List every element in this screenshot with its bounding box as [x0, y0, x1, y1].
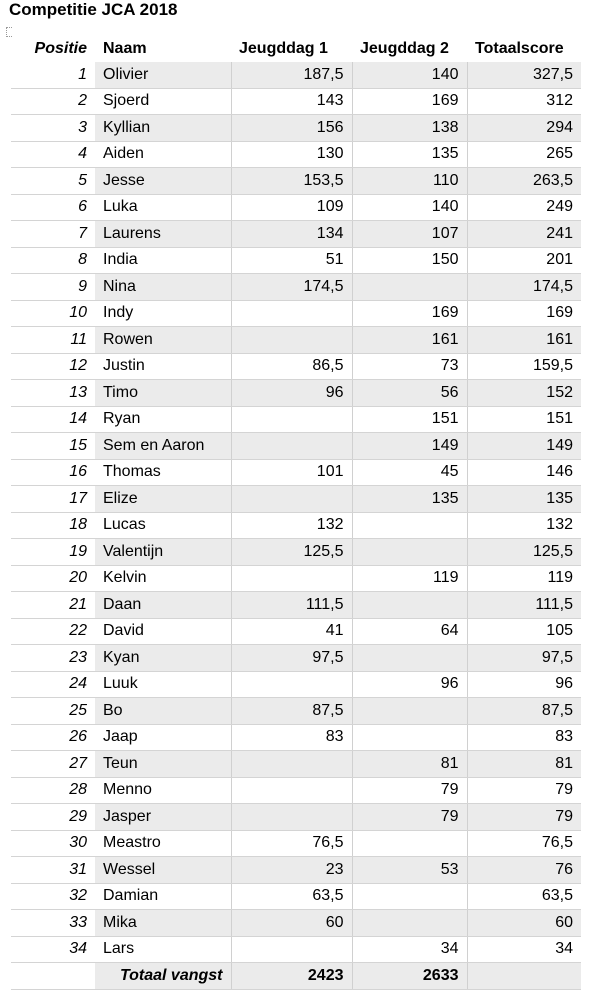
cell-jeugddag-2 — [352, 883, 467, 910]
cell-jeugddag-1: 156 — [231, 115, 352, 142]
cell-totaalscore: 76 — [467, 857, 581, 884]
cell-jeugddag-2: 161 — [352, 327, 467, 354]
cell-jeugddag-2 — [352, 910, 467, 937]
cell-jeugddag-2: 169 — [352, 300, 467, 327]
cell-jeugddag-1: 187,5 — [231, 62, 352, 89]
cell-name: Menno — [95, 777, 231, 804]
cell-position: 23 — [11, 645, 95, 672]
cell-position: 24 — [11, 671, 95, 698]
cell-jeugddag-2: 119 — [352, 565, 467, 592]
table-row — [11, 936, 581, 963]
cell-jeugddag-1 — [231, 804, 352, 831]
cell-position: 26 — [11, 724, 95, 751]
cell-jeugddag-2: 96 — [352, 671, 467, 698]
cell-name: India — [95, 247, 231, 274]
cell-name: Jasper — [95, 804, 231, 831]
cell-name: Laurens — [95, 221, 231, 248]
header-totaalscore: Totaalscore — [475, 40, 564, 57]
cell-totaalscore: 60 — [467, 910, 581, 937]
header-naam: Naam — [103, 40, 147, 57]
cell-jeugddag-2: 45 — [352, 459, 467, 486]
cell-position: 15 — [11, 433, 95, 460]
cell-totaalscore: 201 — [467, 247, 581, 274]
table-row — [11, 62, 581, 89]
table-body — [11, 62, 581, 963]
cell-name: Indy — [95, 300, 231, 327]
cell-totaalscore: 152 — [467, 380, 581, 407]
table-row — [11, 645, 581, 672]
cell-jeugddag-2: 151 — [352, 406, 467, 433]
cell-position: 17 — [11, 486, 95, 513]
cell-name: Daan — [95, 592, 231, 619]
cell-position: 29 — [11, 804, 95, 831]
cell-jeugddag-2 — [352, 512, 467, 539]
cell-totaalscore: 263,5 — [467, 168, 581, 195]
table-row — [11, 671, 581, 698]
cell-name: Mika — [95, 910, 231, 937]
cell-totaalscore: 132 — [467, 512, 581, 539]
cell-jeugddag-1 — [231, 751, 352, 778]
table-row — [11, 830, 581, 857]
cell-name: Rowen — [95, 327, 231, 354]
cell-name: Valentijn — [95, 539, 231, 566]
cell-jeugddag-1: 132 — [231, 512, 352, 539]
cell-name: Meastro — [95, 830, 231, 857]
table-row — [11, 274, 581, 301]
cell-name: Teun — [95, 751, 231, 778]
table-row — [11, 539, 581, 566]
header-jeugddag-1: Jeugddag 1 — [239, 40, 328, 57]
cell-jeugddag-2 — [352, 274, 467, 301]
cell-position: 4 — [11, 141, 95, 168]
cell-jeugddag-1: 23 — [231, 857, 352, 884]
cell-totaalscore: 312 — [467, 88, 581, 115]
cell-name: Thomas — [95, 459, 231, 486]
cell-jeugddag-1: 83 — [231, 724, 352, 751]
cell-position: 25 — [11, 698, 95, 725]
cell-name: David — [95, 618, 231, 645]
cell-totaalscore: 241 — [467, 221, 581, 248]
cell-position: 13 — [11, 380, 95, 407]
cell-totaalscore: 81 — [467, 751, 581, 778]
cell-position: 32 — [11, 883, 95, 910]
cell-totaalscore: 97,5 — [467, 645, 581, 672]
table-row — [11, 194, 581, 221]
totals-row — [11, 963, 581, 990]
cell-jeugddag-1: 130 — [231, 141, 352, 168]
cell-position: 34 — [11, 936, 95, 963]
cell-jeugddag-2 — [352, 645, 467, 672]
cell-jeugddag-1 — [231, 671, 352, 698]
table-row — [11, 804, 581, 831]
cell-jeugddag-1: 60 — [231, 910, 352, 937]
cell-jeugddag-1: 109 — [231, 194, 352, 221]
cell-jeugddag-2: 81 — [352, 751, 467, 778]
cell-totaalscore: 135 — [467, 486, 581, 513]
cell-jeugddag-2: 110 — [352, 168, 467, 195]
table-anchor-marker — [6, 27, 12, 37]
cell-position: 28 — [11, 777, 95, 804]
table-row — [11, 910, 581, 937]
cell-jeugddag-1: 87,5 — [231, 698, 352, 725]
table-row — [11, 380, 581, 407]
cell-name: Sjoerd — [95, 88, 231, 115]
cell-name: Damian — [95, 883, 231, 910]
table-row — [11, 724, 581, 751]
table-row — [11, 698, 581, 725]
cell-jeugddag-2: 79 — [352, 804, 467, 831]
cell-name: Luuk — [95, 671, 231, 698]
cell-name: Luka — [95, 194, 231, 221]
cell-jeugddag-1: 76,5 — [231, 830, 352, 857]
cell-position: 33 — [11, 910, 95, 937]
cell-name: Olivier — [95, 62, 231, 89]
cell-name: Kyan — [95, 645, 231, 672]
cell-jeugddag-1: 63,5 — [231, 883, 352, 910]
cell-totaalscore: 83 — [467, 724, 581, 751]
cell-position: 19 — [11, 539, 95, 566]
cell-jeugddag-2: 135 — [352, 486, 467, 513]
table-row — [11, 141, 581, 168]
cell-jeugddag-1 — [231, 433, 352, 460]
cell-totaalscore: 105 — [467, 618, 581, 645]
cell-jeugddag-2 — [352, 830, 467, 857]
table-row — [11, 406, 581, 433]
cell-position: 1 — [11, 62, 95, 89]
totals-spacer — [11, 963, 95, 990]
cell-jeugddag-2 — [352, 698, 467, 725]
cell-position: 8 — [11, 247, 95, 274]
table-row — [11, 115, 581, 142]
table-row — [11, 221, 581, 248]
cell-position: 10 — [11, 300, 95, 327]
table-row — [11, 353, 581, 380]
cell-jeugddag-1: 97,5 — [231, 645, 352, 672]
cell-jeugddag-2: 56 — [352, 380, 467, 407]
cell-totaalscore: 174,5 — [467, 274, 581, 301]
cell-jeugddag-1: 153,5 — [231, 168, 352, 195]
table-row — [11, 618, 581, 645]
cell-jeugddag-2: 107 — [352, 221, 467, 248]
cell-name: Aiden — [95, 141, 231, 168]
cell-position: 20 — [11, 565, 95, 592]
table-row — [11, 565, 581, 592]
cell-totaalscore: 76,5 — [467, 830, 581, 857]
cell-totaalscore: 169 — [467, 300, 581, 327]
cell-position: 22 — [11, 618, 95, 645]
cell-name: Nina — [95, 274, 231, 301]
cell-totaalscore: 161 — [467, 327, 581, 354]
cell-jeugddag-1: 143 — [231, 88, 352, 115]
totals-label: Totaal vangst — [95, 963, 231, 990]
cell-jeugddag-2: 138 — [352, 115, 467, 142]
cell-totaalscore: 34 — [467, 936, 581, 963]
table-row — [11, 777, 581, 804]
cell-jeugddag-2: 169 — [352, 88, 467, 115]
cell-jeugddag-1: 134 — [231, 221, 352, 248]
cell-name: Sem en Aaron — [95, 433, 231, 460]
cell-totaalscore: 327,5 — [467, 62, 581, 89]
cell-jeugddag-1 — [231, 486, 352, 513]
cell-totaalscore: 119 — [467, 565, 581, 592]
cell-totaalscore: 159,5 — [467, 353, 581, 380]
cell-jeugddag-2: 150 — [352, 247, 467, 274]
header-positie: Positie — [34, 40, 87, 57]
table-header-row — [11, 37, 581, 62]
cell-jeugddag-2: 149 — [352, 433, 467, 460]
cell-jeugddag-2 — [352, 592, 467, 619]
cell-totaalscore: 125,5 — [467, 539, 581, 566]
cell-jeugddag-2 — [352, 724, 467, 751]
cell-jeugddag-1: 125,5 — [231, 539, 352, 566]
table-row — [11, 88, 581, 115]
table-row — [11, 486, 581, 513]
cell-position: 7 — [11, 221, 95, 248]
cell-position: 18 — [11, 512, 95, 539]
table-row — [11, 751, 581, 778]
cell-totaalscore: 151 — [467, 406, 581, 433]
cell-name: Jaap — [95, 724, 231, 751]
cell-jeugddag-1 — [231, 300, 352, 327]
cell-jeugddag-1: 111,5 — [231, 592, 352, 619]
cell-jeugddag-1 — [231, 406, 352, 433]
table-row — [11, 247, 581, 274]
cell-totaalscore: 96 — [467, 671, 581, 698]
cell-name: Kyllian — [95, 115, 231, 142]
cell-position: 5 — [11, 168, 95, 195]
cell-jeugddag-2: 34 — [352, 936, 467, 963]
table-row — [11, 512, 581, 539]
cell-jeugddag-1 — [231, 936, 352, 963]
table-row — [11, 327, 581, 354]
cell-position: 3 — [11, 115, 95, 142]
cell-position: 2 — [11, 88, 95, 115]
cell-totaalscore: 294 — [467, 115, 581, 142]
cell-position: 31 — [11, 857, 95, 884]
total-jeugddag-2: 2633 — [352, 963, 467, 990]
cell-name: Jesse — [95, 168, 231, 195]
cell-name: Ryan — [95, 406, 231, 433]
cell-position: 21 — [11, 592, 95, 619]
header-jeugddag-2: Jeugddag 2 — [360, 40, 449, 57]
table-row — [11, 857, 581, 884]
document-title: Competitie JCA 2018 — [9, 0, 178, 19]
cell-name: Bo — [95, 698, 231, 725]
cell-jeugddag-2 — [352, 539, 467, 566]
cell-name: Justin — [95, 353, 231, 380]
cell-name: Elize — [95, 486, 231, 513]
cell-totaalscore: 149 — [467, 433, 581, 460]
cell-jeugddag-2: 140 — [352, 194, 467, 221]
total-totaalscore — [467, 963, 581, 990]
cell-jeugddag-1 — [231, 777, 352, 804]
cell-name: Timo — [95, 380, 231, 407]
cell-totaalscore: 146 — [467, 459, 581, 486]
competition-table — [11, 37, 581, 990]
cell-jeugddag-2: 135 — [352, 141, 467, 168]
cell-name: Wessel — [95, 857, 231, 884]
cell-position: 11 — [11, 327, 95, 354]
cell-jeugddag-1: 41 — [231, 618, 352, 645]
cell-name: Kelvin — [95, 565, 231, 592]
table-row — [11, 459, 581, 486]
cell-totaalscore: 249 — [467, 194, 581, 221]
cell-jeugddag-1: 86,5 — [231, 353, 352, 380]
cell-totaalscore: 63,5 — [467, 883, 581, 910]
cell-position: 14 — [11, 406, 95, 433]
cell-totaalscore: 79 — [467, 804, 581, 831]
cell-jeugddag-2: 53 — [352, 857, 467, 884]
cell-position: 16 — [11, 459, 95, 486]
cell-jeugddag-1: 96 — [231, 380, 352, 407]
cell-position: 30 — [11, 830, 95, 857]
table-row — [11, 592, 581, 619]
total-jeugddag-1: 2423 — [231, 963, 352, 990]
cell-name: Lars — [95, 936, 231, 963]
cell-jeugddag-1: 101 — [231, 459, 352, 486]
cell-jeugddag-1: 51 — [231, 247, 352, 274]
table-row — [11, 168, 581, 195]
cell-jeugddag-2: 64 — [352, 618, 467, 645]
cell-totaalscore: 111,5 — [467, 592, 581, 619]
cell-totaalscore: 79 — [467, 777, 581, 804]
cell-totaalscore: 87,5 — [467, 698, 581, 725]
cell-jeugddag-1 — [231, 565, 352, 592]
cell-position: 9 — [11, 274, 95, 301]
cell-position: 27 — [11, 751, 95, 778]
cell-totaalscore: 265 — [467, 141, 581, 168]
table-row — [11, 883, 581, 910]
cell-jeugddag-1: 174,5 — [231, 274, 352, 301]
cell-position: 12 — [11, 353, 95, 380]
cell-jeugddag-2: 73 — [352, 353, 467, 380]
cell-jeugddag-2: 79 — [352, 777, 467, 804]
cell-name: Lucas — [95, 512, 231, 539]
table-row — [11, 300, 581, 327]
cell-jeugddag-1 — [231, 327, 352, 354]
cell-jeugddag-2: 140 — [352, 62, 467, 89]
table-row — [11, 433, 581, 460]
cell-position: 6 — [11, 194, 95, 221]
